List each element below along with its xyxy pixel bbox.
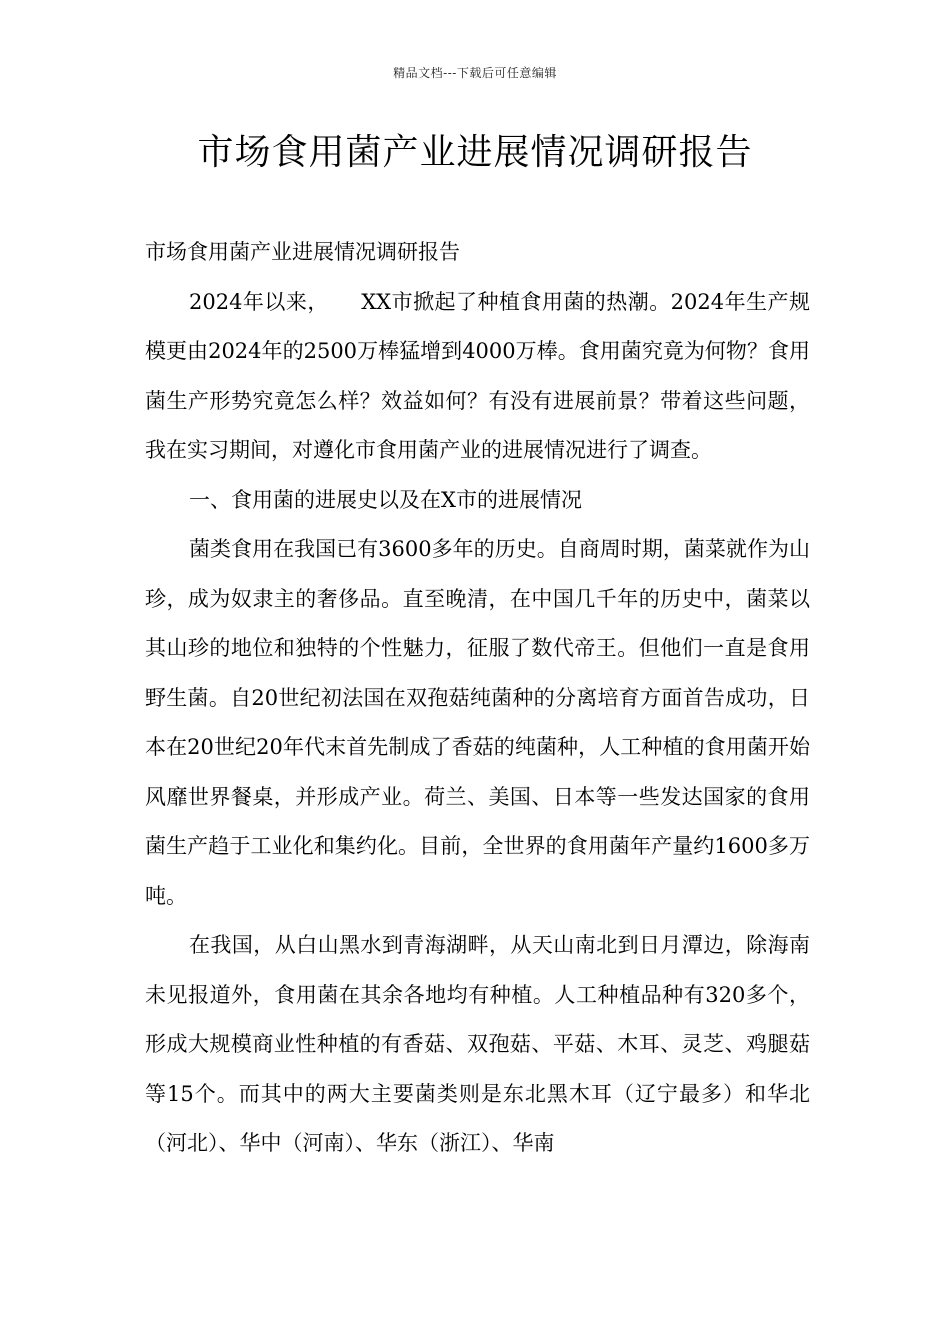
body-paragraph: 2024年以来， XX市掀起了种植食用菌的热潮。2024年生产规模更由2024年的2500万棒猛增到4000万棒。食用菌究竟为何物？食用菌生产形势究竟怎么样？效益如何？有没有进展前景？带着这些问题，我在实习期间，对遵化市食用菌产业的进展情况进行了调查。	[145, 289, 810, 462]
body-paragraph: 菌类食用在我国已有3600多年的历史。自商周时期，菌菜就作为山珍，成为奴隶主的奢侈品。直至晚清，在中国几千年的历史中，菌菜以其山珍的地位和独特的个性魅力，征服了数代帝王。但他们一直是食用野生菌。自20世纪初法国在双孢菇纯菌种的分离培育方面首告成功，日本在20世纪20年代末首先制成了香菇的纯菌种，人工种植的食用菌开始风靡世界餐桌，并形成产业。荷兰、美国、日本等一些发达国家的食用菌生产趋于工业化和集约化。目前，全世界的食用菌年产量约1600多万吨。	[145, 537, 810, 908]
body-paragraph: 在我国，从白山黑水到青海湖畔，从天山南北到日月潭边，除海南未见报道外，食用菌在其余各地均有种植。人工种植品种有320多个，形成大规模商业性种植的有香菇、双孢菇、平菇、木耳、灵芝、鸡腿菇等15个。而其中的两大主要菌类则是东北黑木耳（辽宁最多）和华北（河北）、华中（河南）、华东（浙江）、华南	[145, 933, 810, 1155]
section-heading: 一、食用菌的进展史以及在X市的进展情况	[189, 487, 582, 512]
header-note: 精品文档---下载后可任意编辑	[393, 66, 557, 80]
document-body	[145, 228, 810, 1169]
document-title: 市场食用菌产业进展情况调研报告	[197, 132, 753, 173]
subtitle-paragraph: 市场食用菌产业进展情况调研报告	[145, 240, 460, 264]
